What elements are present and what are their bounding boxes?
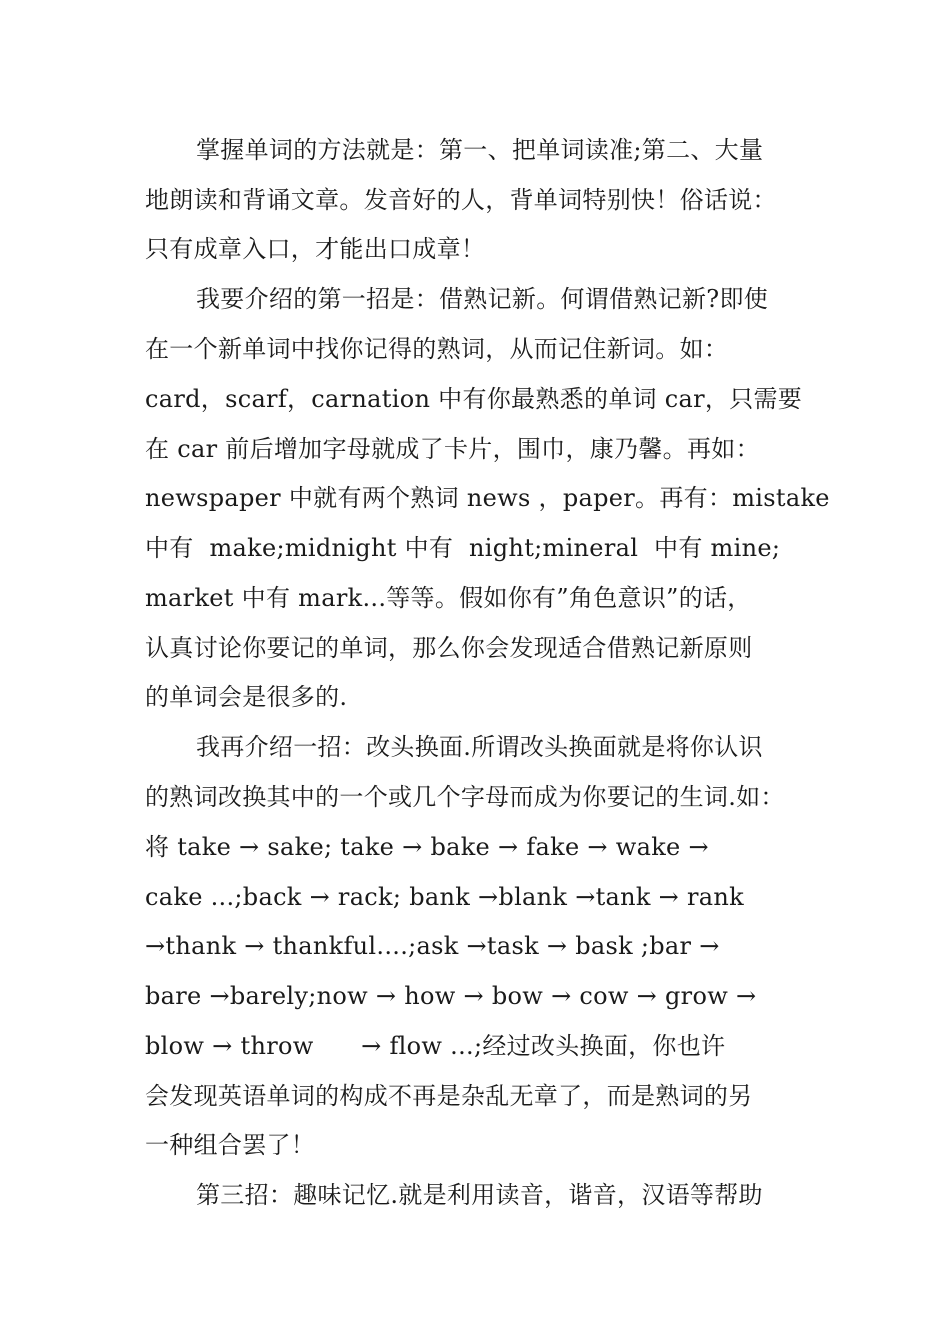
paragraph-2-line-6: 中有 make;midnight 中有 night;mineral 中有 mine; <box>145 534 781 562</box>
paragraph-2-line-5: newspaper 中就有两个熟词 news ，paper。再有：mistake <box>145 484 830 512</box>
paragraph-3-line-3: 将 take → sake; take → bake → fake → wake → <box>145 833 709 861</box>
paragraph-3-line-4: cake ...;back → rack; bank →blank →tank → rank <box>145 883 744 911</box>
paragraph-2-line-1: 我要介绍的第一招是：借熟记新。何谓借熟记新?即使 <box>196 285 769 313</box>
paragraph-2-line-2: 在一个新单词中找你记得的熟词，从而记住新词。如： <box>145 335 729 363</box>
paragraph-3-line-7: blow → throw → flow ...;经过改头换面，你也许 <box>145 1032 726 1060</box>
paragraph-3-line-8: 会发现英语单词的构成不再是杂乱无章了，而是熟词的另 <box>145 1082 753 1110</box>
paragraph-2-line-7: market 中有 mark...等等。假如你有”角色意识”的话， <box>145 584 752 612</box>
paragraph-3-line-2: 的熟词改换其中的一个或几个字母而成为你要记的生词.如： <box>145 783 785 811</box>
paragraph-3-line-6: bare →barely;now → how → bow → cow → grow → <box>145 982 757 1010</box>
paragraph-3-line-9: 一种组合罢了！ <box>145 1131 316 1159</box>
paragraph-3-line-5: →thank → thankful....;ask →task → bask ;bar → <box>145 932 720 960</box>
paragraph-4-line-1: 第三招：趣味记忆.就是利用读音，谐音，汉语等帮助 <box>196 1181 763 1209</box>
paragraph-2-line-3: card，scarf，carnation 中有你最熟悉的单词 car，只需要 <box>145 385 803 413</box>
paragraph-2-line-4: 在 car 前后增加字母就成了卡片，围巾，康乃馨。再如： <box>145 435 760 463</box>
paragraph-2-line-8: 认真讨论你要记的单词，那么你会发现适合借熟记新原则 <box>145 634 753 662</box>
paragraph-1-line-3: 只有成章入口，才能出口成章！ <box>145 235 486 263</box>
paragraph-3-line-1: 我再介绍一招：改头换面.所谓改头换面就是将你认识 <box>196 733 763 761</box>
paragraph-1-line-1: 掌握单词的方法就是：第一、把单词读准;第二、大量 <box>196 136 764 164</box>
paragraph-1-line-2: 地朗读和背诵文章。发音好的人，背单词特别快！俗话说： <box>145 186 777 214</box>
paragraph-2-line-9: 的单词会是很多的. <box>145 683 348 711</box>
